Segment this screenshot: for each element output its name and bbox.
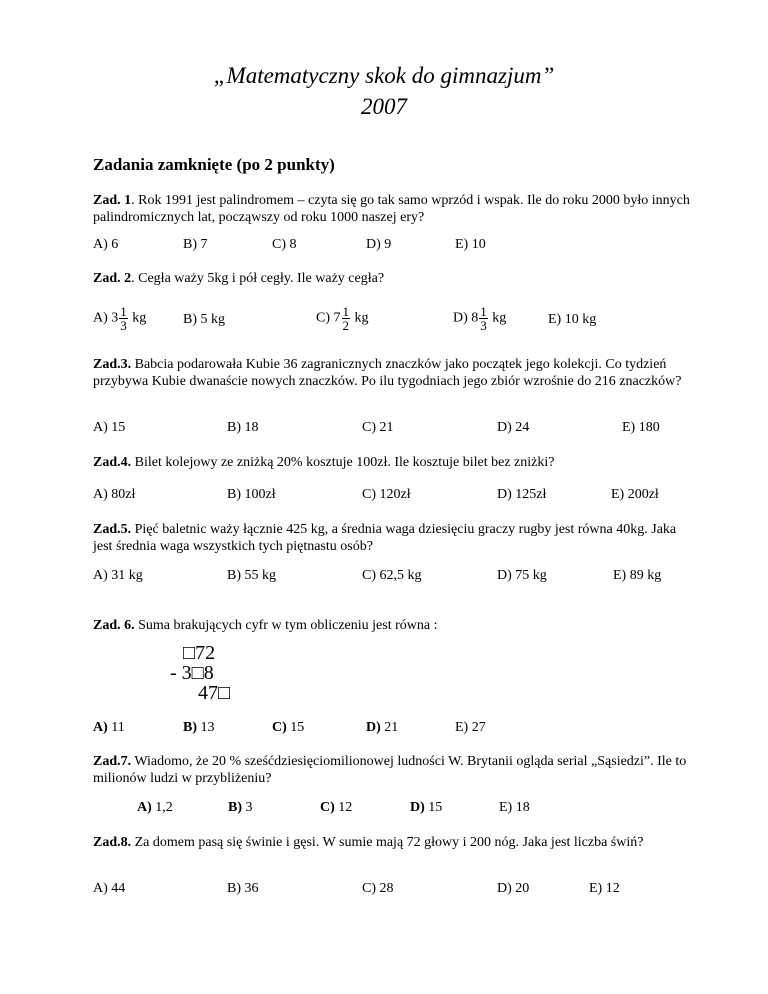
document-year: 2007 <box>361 94 407 119</box>
question-label: Zad.4. <box>93 455 132 470</box>
question-label: Zad. 2 <box>93 271 132 286</box>
question-label: Zad.5. <box>93 522 132 537</box>
answer-c: C) 21 <box>362 420 394 435</box>
answer-e: E) 200zł <box>611 487 659 502</box>
answer-a: A) 44 <box>93 881 126 896</box>
answer-a: A) 6 <box>93 237 119 252</box>
answer-b: B) 5 kg <box>183 312 225 327</box>
answer-d: D) 75 kg <box>497 568 547 583</box>
answer-b: B) 18 <box>227 420 259 435</box>
section-heading: Zadania zamknięte (po 2 punkty) <box>93 155 335 174</box>
calc-line-1: □72 <box>183 642 216 664</box>
question-label: Zad.7. <box>93 754 132 769</box>
answer-a: A) 3 $\frac{1}{3}$ kg <box>93 304 147 333</box>
answer-a: A) 11 <box>93 720 125 735</box>
question-5 <box>93 521 693 555</box>
answer-a: A) 31 kg <box>93 568 143 583</box>
answer-b: B) 100zł <box>227 487 276 502</box>
question-text: . Rok 1991 jest palindromem – czyta się go tak samo wprzód i wspak. Ile do roku 2000 było innych palindromicznych lat, począwszy od roku 1000 naszej ery? <box>93 193 690 225</box>
answer-e: E) 10 kg <box>548 312 597 327</box>
answer-c: C) 12 <box>320 800 353 815</box>
question-8 <box>93 834 693 851</box>
question-3 <box>93 356 693 390</box>
calc-line-2: - 3□8 <box>170 662 214 684</box>
question-label: Zad. 1 <box>93 193 132 208</box>
question-text: Bilet kolejowy ze zniżką 20% kosztuje 100zł. Ile kosztuje bilet bez zniżki? <box>131 455 555 470</box>
answer-b: B) 13 <box>183 720 215 735</box>
answer-e: E) 18 <box>499 800 530 815</box>
question-text: Suma brakujących cyfr w tym obliczeniu jest równa : <box>134 618 438 633</box>
question-1 <box>93 192 693 226</box>
question-2 <box>93 270 693 287</box>
question-text: Pięć baletnic waży łącznie 425 kg, a średnia waga dziesięciu graczy rugby jest równa 40kg. Jaka jest średnia waga wszystkich tych piętnastu osób? <box>93 522 677 554</box>
question-7 <box>93 753 693 787</box>
answer-b: B) 7 <box>183 237 208 252</box>
answer-a: A) 1,2 <box>137 800 173 815</box>
question-4 <box>93 454 693 471</box>
answer-c: C) 28 <box>362 881 394 896</box>
answer-e: E) 89 kg <box>613 568 662 583</box>
answer-c: C) 62,5 kg <box>362 568 422 583</box>
answer-c: C) 8 <box>272 237 297 252</box>
answer-d: D) 15 <box>410 800 443 815</box>
question-6 <box>93 617 693 634</box>
answer-d: D) 24 <box>497 420 530 435</box>
answer-a: A) 80zł <box>93 487 136 502</box>
answer-b: B) 36 <box>227 881 259 896</box>
answer-d: D) 20 <box>497 881 530 896</box>
question-label: Zad. 6. <box>93 618 135 633</box>
question-text: Wiadomo, że 20 % sześćdziesięciomilionowej ludności W. Brytanii ogląda serial „Sąsiedzi”. Ile to milionów ludzi w przybliżeniu? <box>93 754 687 786</box>
question-text: Babcia podarowała Kubie 36 zagranicznych znaczków jako początek jego kolekcji. Co tydzień przybywa Kubie dwanaście nowych znaczków. Po ilu tygodniach jego zbiór wzrośnie do 216 znaczków? <box>93 357 682 389</box>
answer-c: C) 7 $\frac{1}{2}$ kg <box>316 304 369 333</box>
document-title: „Matematyczny skok do gimnazjum” <box>213 63 555 88</box>
answer-c: C) 120zł <box>362 487 411 502</box>
question-label: Zad.8. <box>93 835 132 850</box>
answer-d: D) 8 $\frac{1}{3}$ kg <box>453 304 507 333</box>
answer-d: D) 125zł <box>497 487 547 502</box>
calc-line-3: 47□ <box>198 682 231 704</box>
answer-d: D) 9 <box>366 237 392 252</box>
answer-d: D) 21 <box>366 720 399 735</box>
question-text: . Cegła waży 5kg i pół cegły. Ile waży cegła? <box>131 271 385 286</box>
answer-b: B) 3 <box>228 800 253 815</box>
question-text: Za domem pasą się świnie i gęsi. W sumie mają 72 głowy i 200 nóg. Jaka jest liczba świń? <box>131 835 644 850</box>
answer-e: E) 12 <box>589 881 620 896</box>
answer-e: E) 180 <box>622 420 660 435</box>
answer-e: E) 10 <box>455 237 486 252</box>
question-label: Zad.3. <box>93 357 132 372</box>
answer-e: E) 27 <box>455 720 486 735</box>
answer-a: A) 15 <box>93 420 126 435</box>
answer-c: C) 15 <box>272 720 305 735</box>
answer-b: B) 55 kg <box>227 568 276 583</box>
